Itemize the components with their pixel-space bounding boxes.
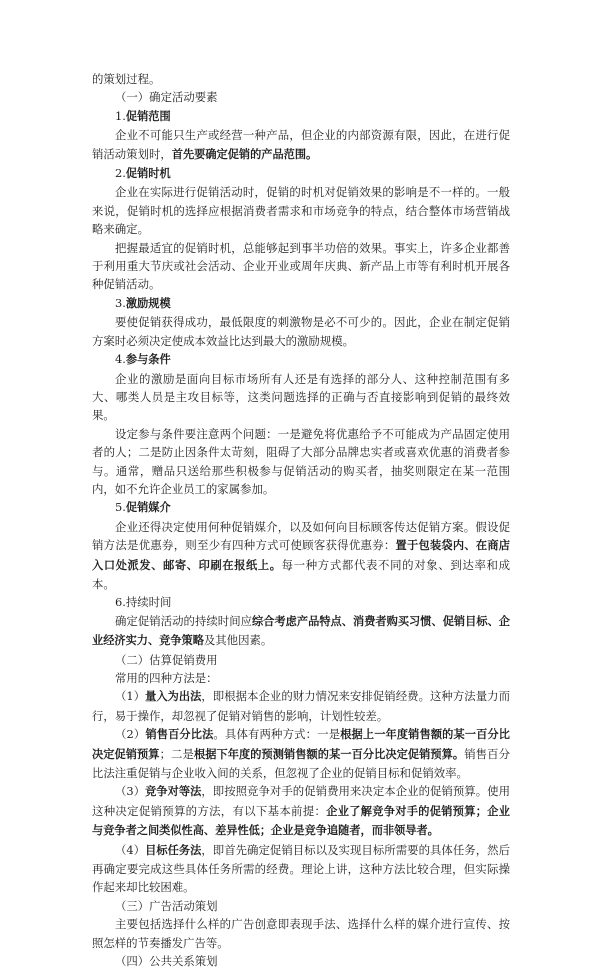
bold-text: 根据上一年度销售额的某一百分比决定促销预算 — [92, 728, 510, 761]
paragraph — [92, 518, 510, 594]
text-run: 确定促销活动的持续时间应 — [115, 613, 253, 628]
section-heading — [92, 651, 510, 669]
text-run: 要使促销获得成功，最低限度的刺激物是必不可少的。因此，企业在制定促销方案时必须决定使成本效益比达到最大的激励规模。 — [92, 315, 510, 348]
text-run: 2. — [115, 166, 126, 181]
text-run: 常用的四种方法是： — [115, 671, 218, 685]
text-run: （二）估算促销费用 — [115, 652, 218, 667]
text-run: （一）确定活动要素 — [115, 90, 218, 105]
text-run: 企业的激励是面向目标市场所有人还是有选择的部分人、这种控制范围有多大、哪类人员是主攻目标等，这类问题选择的正确与否直接影响到促销的最终效果。 — [92, 371, 510, 423]
bold-text: 综合考虑产品特点、消费者购买习惯、促销目标、企业经济实力、竞争策略 — [92, 614, 510, 648]
paragraph — [92, 669, 510, 687]
paragraph — [92, 126, 510, 164]
text-run: 企业在实际进行促销活动时，促销的时机对促销效果的影响是不一样的。一般来说，促销时机的选择应根据消费者需求和市场竞争的特点，结合整体市场营销战略来确定。 — [92, 185, 510, 237]
text-run: ；二是 — [159, 746, 194, 761]
section-heading — [92, 88, 510, 106]
bold-text: 量入为出法 — [145, 690, 202, 704]
text-run: 主要包括选择什么样的广告创意即表现手法、选择什么样的媒介进行宣传、按照怎样的节奏播发广告等。 — [92, 917, 510, 950]
section-heading — [92, 164, 510, 183]
text-run: 4. — [115, 352, 126, 367]
paragraph — [92, 725, 510, 782]
text-run: 及其他因素。 — [203, 633, 273, 648]
bold-text: 销售百分比法 — [145, 728, 214, 742]
bold-text: 参与条件 — [125, 353, 171, 367]
bold-text: 首先要确定促销的产品范围。 — [171, 147, 318, 161]
text-run: （三）广告活动策划 — [115, 898, 218, 913]
text-run: 设定参与条件要注意两个问题：一是避免将优惠给予不可能成为产品固定使用者的人；二是防止因条件太苛刻，阻碍了大部分品牌忠实者或喜欢优惠的消费者参与。通常，赠品只送给那些积极参与促销活动的购买者，抽奖则限定在某一范围内，如不允许企业员工的家属参加。 — [92, 426, 510, 496]
text-run: 企业还得决定使用何种促销媒介，以及如何向目标顾客传达促销方案。假设促销方法是优惠券，则至少有四种方式可使顾客获得优惠券： — [92, 519, 510, 553]
text-run: 销售百分比法注重促销与企业收入间的关系，但忽视了企业的促销目标和促销效率。 — [92, 746, 510, 781]
paragraph — [92, 425, 510, 499]
text-run: ，即按照竞争对手的促销费用来决定本企业的促销预算。使用这种决定促销预算的方法，有以下基本前提： — [92, 784, 510, 818]
text-run: （四）公共关系策划 — [115, 954, 218, 969]
text-run: （4） — [115, 842, 146, 857]
text-run: 5. — [115, 500, 126, 515]
section-heading — [92, 294, 510, 313]
bold-text: 促销媒介 — [125, 501, 171, 515]
paragraph — [92, 915, 510, 952]
paragraph — [92, 612, 510, 651]
paragraph — [92, 370, 510, 425]
bold-text: 促销范围 — [125, 109, 171, 123]
text-run: 把握最适宜的促销时机，总能够起到事半功倍的效果。事实上，许多企业都善于利用重大节庆或社会活动、企业开业或周年庆典、新产品上市等有利时机开展各种促销活动。 — [92, 240, 510, 292]
bold-text: 目标任务法 — [145, 843, 202, 857]
section-heading — [92, 350, 510, 369]
section-heading — [92, 897, 510, 915]
text-run: （1） — [115, 689, 146, 704]
paragraph — [92, 183, 510, 238]
text-run: 企业不可能只生产或经营一种产品，但企业的内部资源有限，因此，在进行促销活动策划时， — [92, 128, 510, 161]
text-run: 6.持续时间 — [115, 595, 172, 610]
bold-text: 激励规模 — [125, 296, 171, 310]
bold-text: 置于包装袋内、在商店入口处派发、邮寄、印刷在报纸上。 — [92, 539, 510, 572]
section-heading — [92, 498, 510, 517]
bold-text: 根据下年度的预测销售额的某一百分比决定促销预算。 — [193, 747, 465, 761]
paragraph — [92, 239, 510, 294]
bold-text: 竞争对等法 — [145, 785, 202, 799]
bold-text: 企业了解竞争对手的促销预算；企业与竞争者之间类似性高、差异性低；企业是竞争追随者，而非领导者。 — [92, 804, 510, 838]
text-run: ，即首先确定促销目标以及实现目标所需要的具体任务，然后再确定要完成这些具体任务所需的经费。理论上讲，这种方法比较合理，但实际操作起来却比较困难。 — [92, 842, 510, 895]
bold-text: 促销时机 — [125, 167, 171, 181]
text-run: 每一种方式都代表不同的对象、到达率和成本。 — [92, 557, 510, 591]
paragraph — [92, 70, 510, 88]
text-run: （3） — [115, 784, 146, 799]
paragraph — [92, 313, 510, 350]
section-heading — [92, 593, 510, 611]
section-heading — [92, 952, 510, 970]
paragraph — [92, 841, 510, 897]
text-run: 1. — [115, 108, 126, 123]
text-run: 3. — [115, 295, 126, 310]
paragraph — [92, 687, 510, 725]
text-run: 的策划过程。 — [92, 72, 161, 86]
text-run: （2） — [115, 727, 146, 742]
text-run: ，即根据本企业的财力情况来安排促销经费。这种方法量力而行，易于操作，却忽视了促销对销售的影响，计划性较差。 — [92, 689, 510, 723]
text-run: 。具体有两种方式：一是 — [213, 727, 341, 742]
section-heading — [92, 107, 510, 126]
paragraph — [92, 782, 510, 840]
document-body — [92, 70, 510, 971]
